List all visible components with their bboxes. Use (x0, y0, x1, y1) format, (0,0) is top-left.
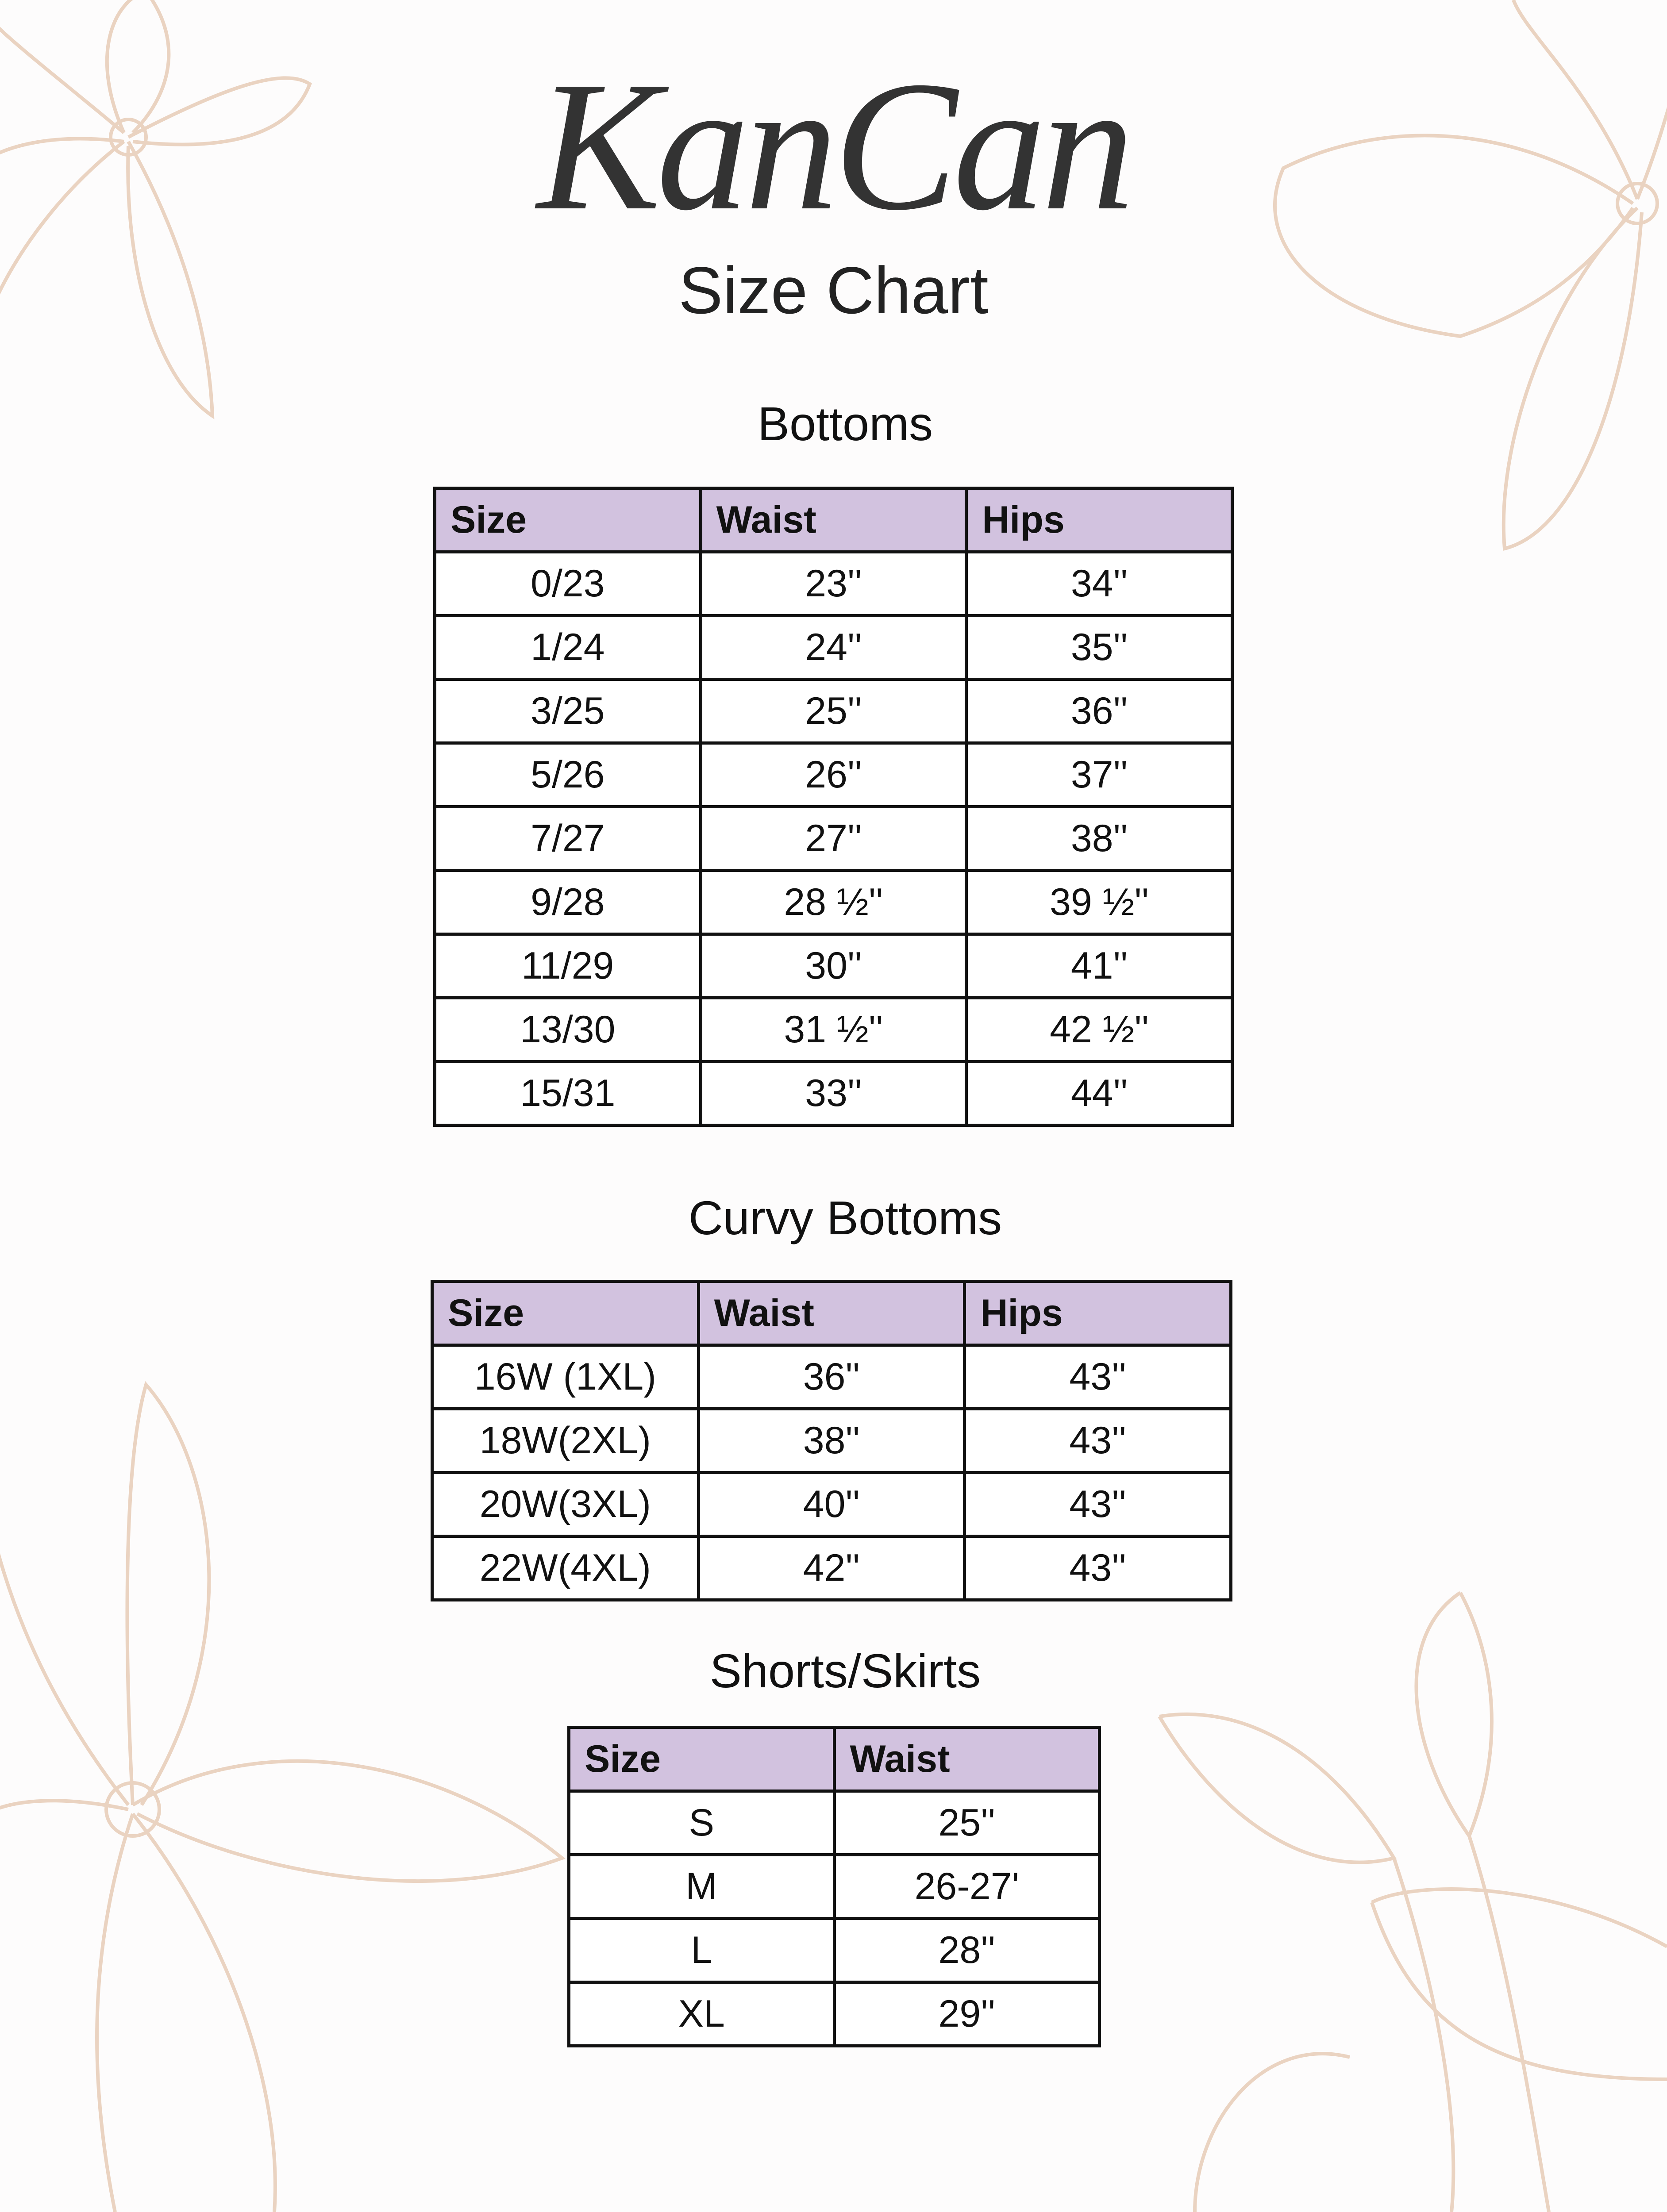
table-cell: 16W (1XL) (432, 1345, 699, 1409)
column-header: Waist (701, 488, 966, 552)
shorts-skirts-size-table (567, 1726, 1101, 2047)
section-title-curvy-bottoms: Curvy Bottoms (688, 1191, 1002, 1244)
column-header: Size (569, 1728, 835, 1791)
table-cell: 30'' (701, 934, 966, 998)
column-header: Waist (698, 1282, 965, 1345)
table-cell: 40'' (698, 1473, 965, 1536)
table-row (435, 998, 1232, 1062)
table-cell: 26-27' (834, 1855, 1100, 1919)
table-cell: 35'' (966, 616, 1232, 680)
table-cell: 41'' (966, 934, 1232, 998)
table-cell: 38'' (966, 807, 1232, 871)
table-cell: XL (569, 1982, 835, 2046)
table-cell: 43'' (965, 1473, 1231, 1536)
table-row (432, 1409, 1231, 1473)
table-cell: M (569, 1855, 835, 1919)
table-row (569, 1791, 1100, 1855)
section-title-shorts-skirts: Shorts/Skirts (709, 1644, 981, 1697)
table-cell: 11/29 (435, 934, 701, 998)
page-title: Size Chart (678, 253, 989, 327)
table-cell: 44'' (966, 1062, 1232, 1125)
table-header-row (435, 488, 1232, 552)
table-cell: 31 ½'' (701, 998, 966, 1062)
table-cell: 27'' (701, 807, 966, 871)
brand-logo: KanCan (537, 43, 1130, 249)
table-cell: 38'' (698, 1409, 965, 1473)
table-cell: L (569, 1919, 835, 1982)
table-row (569, 1982, 1100, 2046)
table-cell: 26'' (701, 743, 966, 807)
table-row (432, 1536, 1231, 1600)
table-cell: 25'' (834, 1791, 1100, 1855)
table-cell: 29'' (834, 1982, 1100, 2046)
table-header-row (569, 1728, 1100, 1791)
table-row (435, 616, 1232, 680)
table-cell: 7/27 (435, 807, 701, 871)
table-cell: 37'' (966, 743, 1232, 807)
table-row (435, 552, 1232, 616)
table-row (435, 743, 1232, 807)
column-header: Waist (834, 1728, 1100, 1791)
column-header: Size (432, 1282, 699, 1345)
table-cell: 9/28 (435, 871, 701, 934)
table-row (432, 1345, 1231, 1409)
table-cell: 42 ½'' (966, 998, 1232, 1062)
column-header: Size (435, 488, 701, 552)
table-row (435, 680, 1232, 743)
table-row (435, 807, 1232, 871)
bottoms-size-table (433, 487, 1234, 1127)
table-row (569, 1855, 1100, 1919)
table-row (435, 934, 1232, 998)
table-cell: 15/31 (435, 1062, 701, 1125)
table-row (569, 1919, 1100, 1982)
table-cell: 33'' (701, 1062, 966, 1125)
table-cell: 34'' (966, 552, 1232, 616)
table-cell: 28'' (834, 1919, 1100, 1982)
table-cell: 20W(3XL) (432, 1473, 699, 1536)
table-cell: S (569, 1791, 835, 1855)
table-cell: 23'' (701, 552, 966, 616)
table-cell: 3/25 (435, 680, 701, 743)
table-cell: 22W(4XL) (432, 1536, 699, 1600)
table-cell: 28 ½'' (701, 871, 966, 934)
curvy-bottoms-size-table (431, 1280, 1232, 1601)
table-cell: 25'' (701, 680, 966, 743)
table-cell: 1/24 (435, 616, 701, 680)
table-cell: 43'' (965, 1345, 1231, 1409)
table-cell: 36'' (966, 680, 1232, 743)
column-header: Hips (965, 1282, 1231, 1345)
table-row (435, 1062, 1232, 1125)
table-cell: 5/26 (435, 743, 701, 807)
table-cell: 43'' (965, 1409, 1231, 1473)
section-title-bottoms: Bottoms (757, 397, 933, 450)
table-header-row (432, 1282, 1231, 1345)
table-row (432, 1473, 1231, 1536)
table-cell: 0/23 (435, 552, 701, 616)
table-cell: 39 ½'' (966, 871, 1232, 934)
table-cell: 36'' (698, 1345, 965, 1409)
table-cell: 18W(2XL) (432, 1409, 699, 1473)
column-header: Hips (966, 488, 1232, 552)
table-row (435, 871, 1232, 934)
table-cell: 13/30 (435, 998, 701, 1062)
table-cell: 24'' (701, 616, 966, 680)
table-cell: 42'' (698, 1536, 965, 1600)
table-cell: 43'' (965, 1536, 1231, 1600)
